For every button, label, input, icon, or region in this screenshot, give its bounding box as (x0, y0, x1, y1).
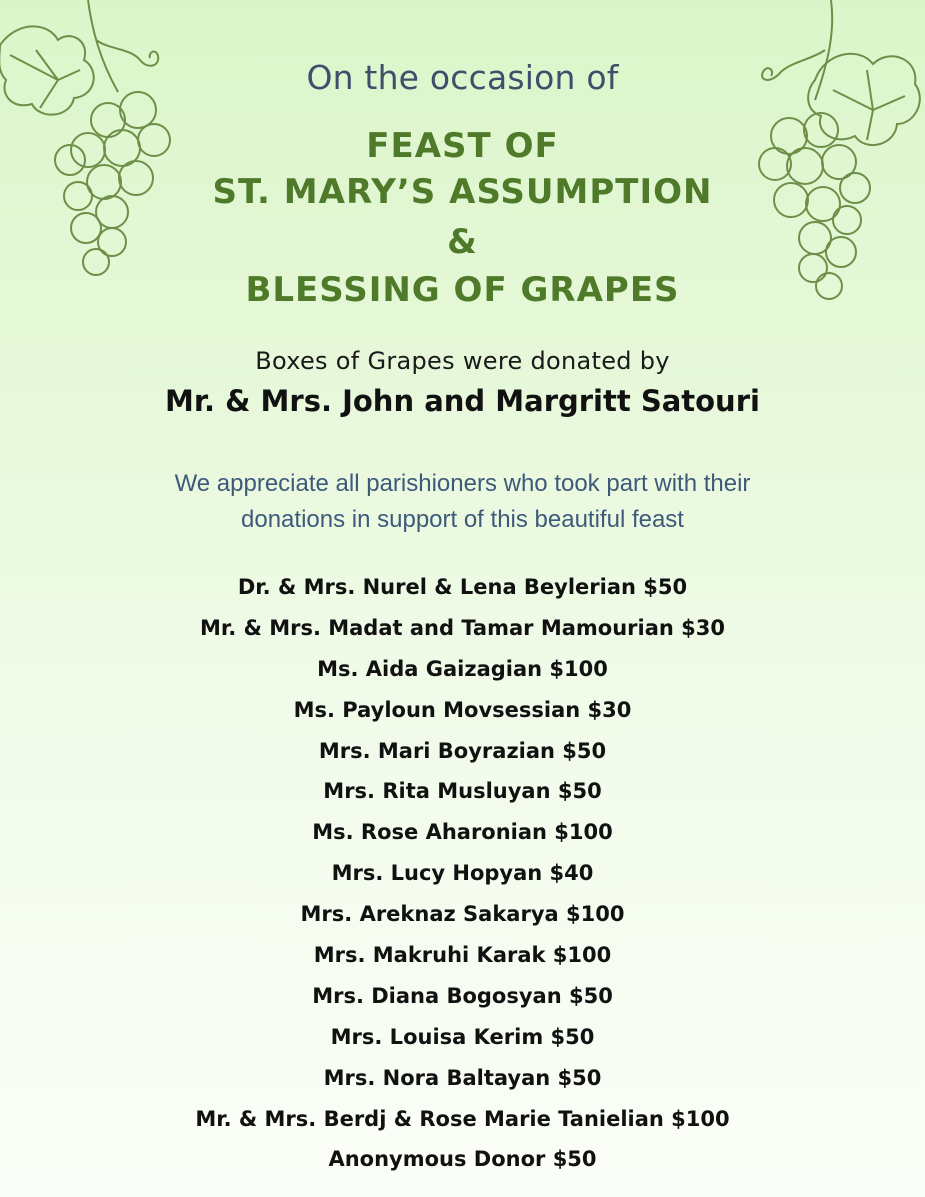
list-item: Mrs. Makruhi Karak $100 (313, 943, 612, 968)
list-item: Mr. & Mrs. Madat and Tamar Mamourian $30 (200, 615, 725, 640)
list-item: Mr. & Mrs. Berdj & Rose Marie Tanielian $100 (195, 1106, 730, 1131)
appreciation-line-1: We appreciate all parishioners who took part with their (174, 470, 751, 497)
list-item: Anonymous Donor $50 (328, 1147, 597, 1172)
list-item: Mrs. Lucy Hopyan $40 (331, 861, 594, 886)
list-item: Mrs. Nora Baltayan $50 (323, 1065, 602, 1090)
sponsor-name: Mr. & Mrs. John and Margritt Satouri (165, 384, 760, 418)
list-item: Dr. & Mrs. Nurel & Lena Beylerian $50 (237, 575, 688, 599)
list-item: Ms. Rose Aharonian $100 (312, 820, 613, 845)
appreciation-line-2: donations in support of this beautiful feast (241, 506, 684, 533)
list-item: Mrs. Areknaz Sakarya $100 (300, 902, 625, 927)
list-item: Mrs. Mari Boyrazian $50 (318, 738, 607, 763)
list-item: Mrs. Louisa Kerim $50 (330, 1024, 595, 1049)
title-line-1: FEAST OF (366, 126, 559, 166)
appreciation-text (0, 466, 925, 538)
donor-list (0, 567, 925, 1180)
list-item: Ms. Payloun Movsessian $30 (293, 697, 632, 722)
list-item: Mrs. Diana Bogosyan $50 (312, 983, 613, 1008)
title-line-3: BLESSING OF GRAPES (245, 270, 680, 310)
title-line-2: ST. MARY’S ASSUMPTION (212, 172, 713, 212)
list-item: Ms. Aida Gaizagian $100 (317, 656, 608, 681)
title-line-ampersand: & (447, 222, 478, 262)
sponsor-intro: Boxes of Grapes were donated by (255, 347, 670, 375)
occasion-heading: On the occasion of (306, 58, 619, 97)
list-item: Mrs. Rita Musluyan $50 (323, 779, 602, 804)
